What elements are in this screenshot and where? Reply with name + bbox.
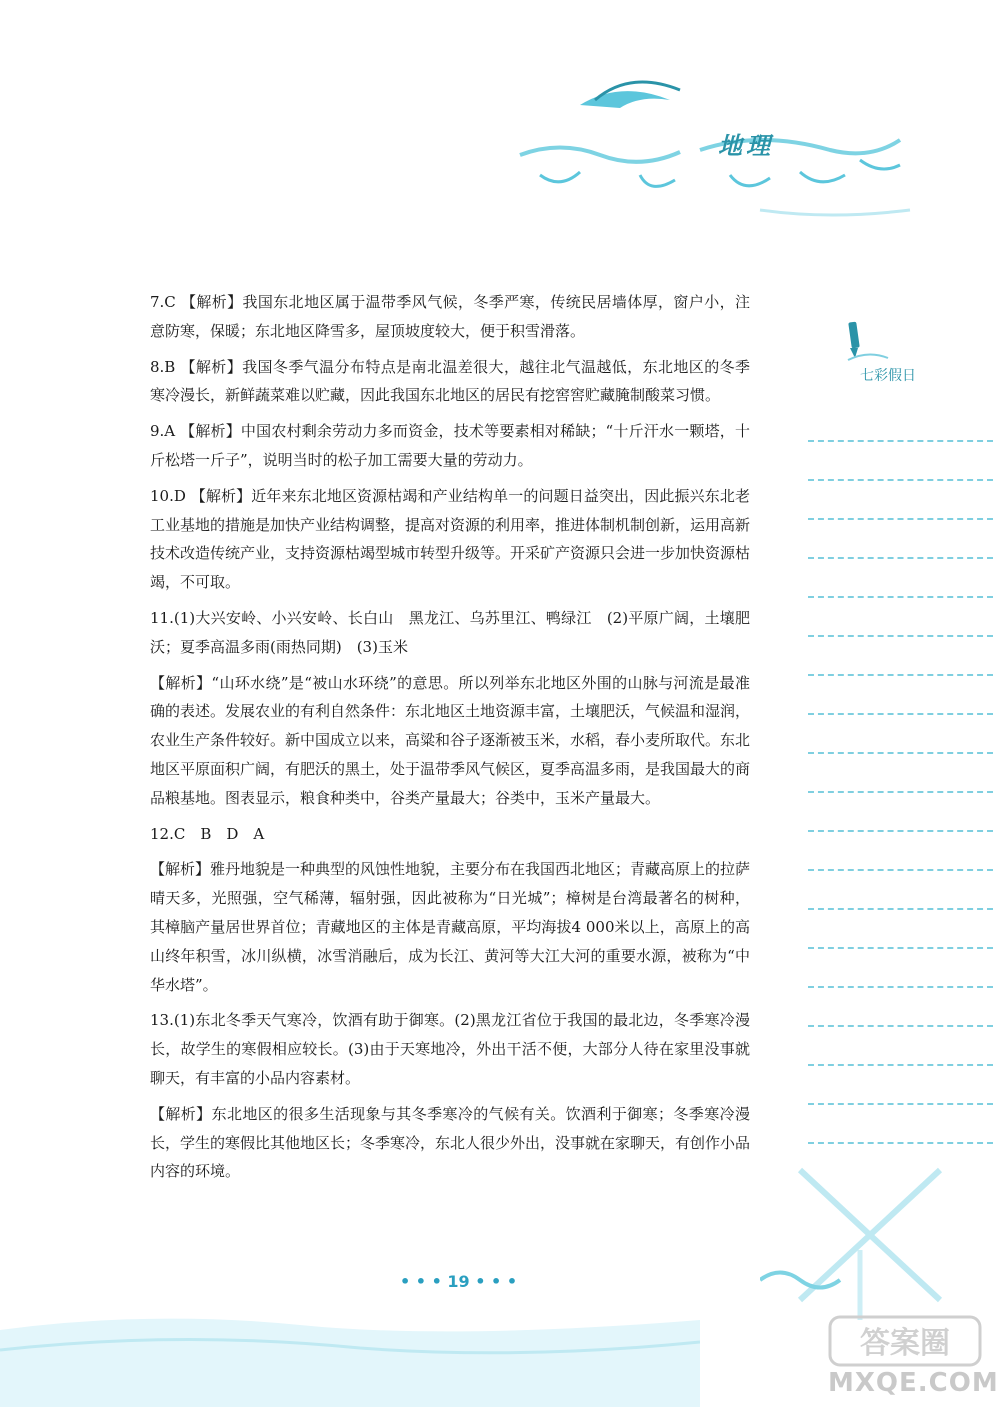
note-line	[808, 674, 993, 676]
note-line	[808, 518, 993, 520]
note-line	[808, 1142, 993, 1144]
note-line	[808, 752, 993, 754]
note-line	[808, 1064, 993, 1066]
svg-text:答案圈: 答案圈	[860, 1326, 950, 1361]
note-line	[808, 635, 993, 637]
answer-13-analysis: 【解析】东北地区的很多生活现象与其冬季寒冷的气候有关。饮酒利于御寒；冬季寒冷漫长，学生的寒假比其他地区长；冬季寒冷，东北人很少外出，没事就在家聊天，有创作小品内容的环境。	[150, 1104, 751, 1181]
note-line	[808, 947, 993, 949]
answer-12-analysis: 【解析】雅丹地貌是一种典型的风蚀性地貌，主要分布在我国西北地区；青藏高原上的拉萨晴天多，光照强，空气稀薄，辐射强，因此被称为“日光城”；樟树是台湾最著名的树种，其樟脑产量居世界首位；青藏地区的主体是青藏高原，平均海拔4 000米以上，高原上的高山终年积雪，冰川纵横，冰雪消融后，成为长江、黄河等大江大河的重要水源，被称为“中华水塔”。	[150, 860, 751, 994]
answer-10: 10.D 【解析】近年来东北地区资源枯竭和产业结构单一的问题日益突出，因此振兴东北老工业基地的措施是加快产业结构调整，提高对资源的利用率，推进体制机制创新，运用高新技术改造传统产业，支持资源枯竭型城市转型升级等。开采矿产资源只会进一步加快资源枯竭，不可取。	[150, 486, 751, 592]
note-line	[808, 557, 993, 559]
note-line	[808, 713, 993, 715]
note-line	[808, 1103, 993, 1105]
note-line	[808, 869, 993, 871]
note-line	[808, 1025, 993, 1027]
note-lines	[808, 440, 993, 1181]
bottom-wave-decoration	[0, 1290, 700, 1407]
answer-11: 11.(1)大兴安岭、小兴安岭、长白山 黑龙江、乌苏里江、鸭绿江 (2)平原广阔，土壤肥沃；夏季高温多雨(雨热同期) (3)玉米	[150, 608, 750, 656]
note-line	[808, 596, 993, 598]
answer-7: 7.C 【解析】我国东北地区属于温带季风气候，冬季严寒，传统民居墙体厚，窗户小，注意防寒，保暖；东北地区降雪多，屋顶坡度较大，便于积雪滑落。	[150, 293, 750, 340]
brand-label: 七彩假日	[860, 368, 916, 384]
note-line	[808, 791, 993, 793]
header-decoration-icon	[500, 60, 920, 230]
subject-title: 地理	[718, 132, 774, 160]
watermark-text: MXQE.COM	[828, 1368, 999, 1398]
note-line	[808, 479, 993, 481]
note-line	[808, 986, 993, 988]
answer-12: 12.C B D A	[150, 824, 265, 843]
answer-9: 9.A 【解析】中国农村剩余劳动力多而资金，技术等要素相对稀缺；“十斤汗水一颗塔，十斤松塔一斤子”，说明当时的松子加工需要大量的劳动力。	[150, 422, 750, 469]
note-line	[808, 830, 993, 832]
answer-content	[150, 288, 750, 1193]
note-line	[808, 908, 993, 910]
windmill-decoration-icon	[760, 1150, 990, 1320]
page-number: • • • 19 • • •	[400, 1272, 518, 1291]
answer-13: 13.(1)东北冬季天气寒冷，饮酒有助于御寒。(2)黑龙江省位于我国的最北边，冬季寒冷漫长，故学生的寒假相应较长。(3)由于天寒地冷，外出干活不便，大部分人待在家里没事就聊天，有丰富的小品内容素材。	[150, 1011, 750, 1087]
note-line	[808, 440, 993, 442]
answer-11-analysis: 【解析】“山环水绕”是“被山水环绕”的意思。所以列举东北地区外围的山脉与河流是最准确的表述。发展农业的有利自然条件：东北地区土地资源丰富，土壤肥沃，气候温和湿润，农业生产条件较好。新中国成立以来，高粱和谷子逐渐被玉米，水稻，春小麦所取代。东北地区平原面积广阔，有肥沃的黑土，处于温带季风气候区，夏季高温多雨，是我国最大的商品粮基地。图表显示，粮食种类中，谷类产量最大；谷类中，玉米产量最大。	[150, 673, 751, 807]
answer-8: 8.B 【解析】我国冬季气温分布特点是南北温差很大，越往北气温越低，东北地区的冬季寒冷漫长，新鲜蔬菜难以贮藏，因此我国东北地区的居民有挖窖窖贮藏腌制酸菜习惯。	[150, 357, 750, 405]
